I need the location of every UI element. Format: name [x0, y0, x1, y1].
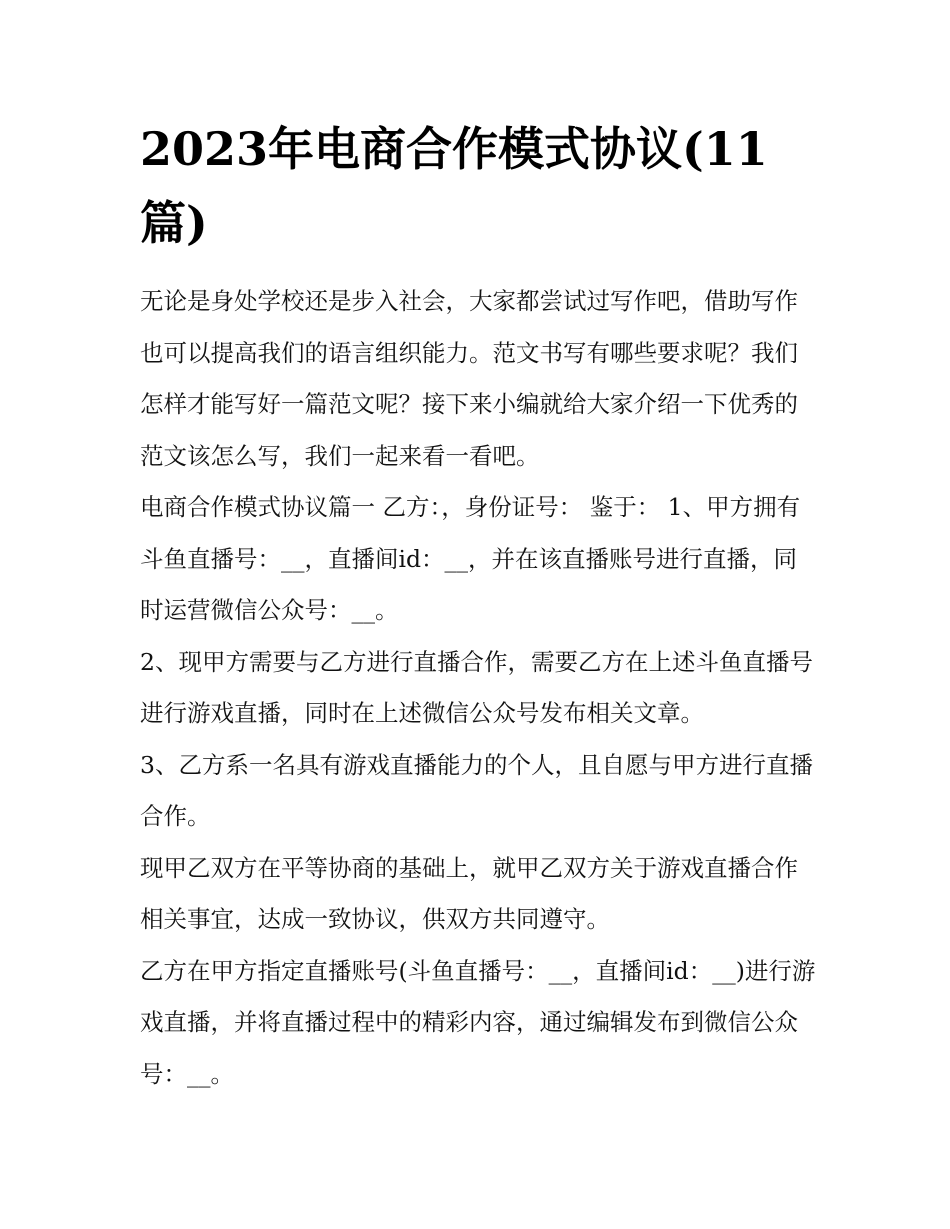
paragraph-clause-3: 3、乙方系一名具有游戏直播能力的个人，且自愿与甲方进行直播合作。 — [140, 750, 813, 830]
document-title: 2023年电商合作模式协议(11篇) — [140, 122, 768, 250]
paragraph-intro: 无论是身处学校还是步入社会，大家都尝试过写作吧，借助写作也可以提高我们的语言组织能力。范文书写有哪些要求呢？我们怎样才能写好一篇范文呢？接下来小编就给大家介绍一下优秀的范文该怎么写，我们一起来看一看吧。 — [140, 287, 798, 470]
paragraph-clause-2: 2、现甲方需要与乙方进行直播合作，需要乙方在上述斗鱼直播号进行游戏直播，同时在上述微信公众号发布相关文章。 — [140, 647, 813, 727]
document-body — [140, 276, 816, 1100]
paragraph-broadcast: 乙方在甲方指定直播账号(斗鱼直播号：__，直播间id：__)进行游戏直播，并将直播过程中的精彩内容，通过编辑发布到微信公众号：__。 — [140, 956, 816, 1088]
paragraph-agreement: 现甲乙双方在平等协商的基础上，就甲乙双方关于游戏直播合作相关事宜，达成一致协议，供双方共同遵守。 — [140, 853, 798, 933]
paragraph-parties: 电商合作模式协议篇一 乙方：，身份证号： 鉴于： 1、甲方拥有斗鱼直播号：__，直播间id：__，并在该直播账号进行直播，同时运营微信公众号：__。 — [140, 493, 801, 624]
